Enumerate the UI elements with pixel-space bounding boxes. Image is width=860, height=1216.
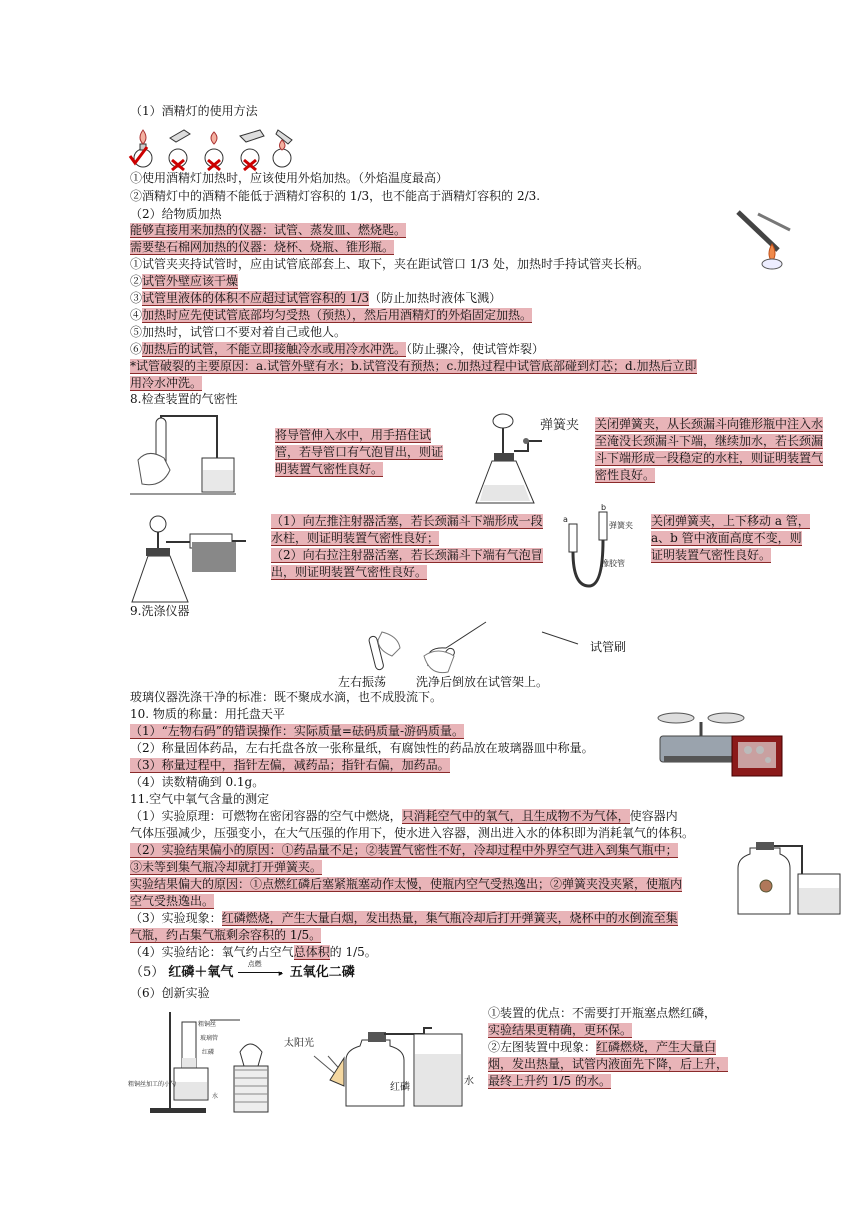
alcohol-lamp-usage-figure xyxy=(128,126,298,172)
long-neck-funnel-method-text: 关闭弹簧夹，从长颈漏斗向锥形瓶中注入水至淹没长颈漏斗下端，继续加水，若长颈漏斗下端形成一段稳定的水柱，则证明装置气密性良好。 xyxy=(595,417,824,482)
conclusion-line: （4）实验结论：氧气约占空气总体积的 1/5。 xyxy=(130,945,377,959)
innovation-advantages-text: ①装置的优点：不需要打开瓶塞点燃红磷， 实验结果更精确，更环保。 ②左图装置中现象：红磷燃烧，产生大量白烟，发出热量，试管内液面先下降，后上升，最终上升约 1/5 的水。 xyxy=(488,1006,729,1088)
oxygen-content-heading: 11.空气中氧气含量的测定 xyxy=(130,792,270,806)
lamp-correct-icon xyxy=(130,130,152,167)
lamp-wrong-icon-2 xyxy=(205,132,223,170)
phosphorus-bottle-figure xyxy=(736,836,844,918)
spring-clamp-label: 弹簧夹 xyxy=(540,418,580,433)
water-small-label: 水 xyxy=(212,1093,219,1100)
copper-wire-apparatus-figure xyxy=(130,1010,280,1114)
sunlight-label: 太阳光 xyxy=(284,1038,314,1049)
phenomenon-line-1: （3）实验现象：红磷燃烧，产生大量白烟，发出热量，集气瓶冷却后打开弹簧夹，烧杯中的水倒流至集 xyxy=(130,911,678,925)
hand-warming-method-text: 将导管伸入水中，用手捂住试管，若导管口有气泡冒出，则证明装置气密性良好。 xyxy=(275,428,444,476)
washing-heading: 9.洗涤仪器 xyxy=(130,604,190,618)
principle-line-2: 气体压强减少，压强变小，在大气压强的作用下，使水进入容器，测出进入水的体积即为消耗氧气的体积。 xyxy=(130,826,695,840)
lamp-wrong-icon-3 xyxy=(240,130,264,170)
heating-heading: （2）给物质加热 xyxy=(130,207,222,221)
weighing-line-2: （2）称量固体药品，左右托盘各放一张称量纸，有腐蚀性的药品放在玻璃器皿中称量。 xyxy=(130,741,594,755)
reaction-equation: （5） 红磷＋氧气 点燃 ▸ 五氧化二磷 xyxy=(130,959,355,980)
washing-standard: 玻璃仪器洗涤干净的标准：既不聚成水滴，也不成股流下。 xyxy=(130,690,443,704)
heating-rule-4: ④加热时应先使试管底部均匀受热（预热），然后用酒精灯的外焰固定加热。 xyxy=(130,308,533,322)
lamp-tip-2: ②酒精灯中的酒精不能低于酒精灯容积的 1/3，也不能高于酒精灯容积的 2/3. xyxy=(130,189,541,203)
low-result-line-2: ③未等到集气瓶冷却就打开弹簧夹。 xyxy=(130,860,323,874)
weighing-line-4: （4）读数精确到 0.1g。 xyxy=(130,775,265,789)
rubber-tube-label: 橡胶管 xyxy=(601,559,625,568)
direct-heating-line: 能够直接用来加热的仪器：试管、蒸发皿、燃烧匙。 xyxy=(130,223,407,237)
alcohol-lamp-heading: （1）酒精灯的使用方法 xyxy=(130,104,258,118)
innovation-heading: （6）创新实验 xyxy=(130,986,210,1000)
high-result-line-2: 空气受热逸出。 xyxy=(130,894,215,908)
tube-crack-reasons-1: *试管破裂的主要原因：a.试管外壁有水；b.试管没有预热；c.加热过程中试管底部碰到灯芯；d.加热后立即 xyxy=(130,359,697,373)
heating-rule-5: ⑤加热时，试管口不要对着自己或他人。 xyxy=(130,325,347,339)
heating-rule-3: ③试管里液体的体积不应超过试管容积的 1/3（防止加热时液体飞溅） xyxy=(130,291,502,305)
weighing-heading: 10. 物质的称量：用托盘天平 xyxy=(130,707,285,721)
brush-label: 试管刷 xyxy=(590,640,627,654)
rack-label: 洗净后倒放在试管架上。 xyxy=(416,675,549,689)
low-result-line-1: （2）实验结果偏小的原因：①药品量不足；②装置气密性不好，冷却过程中外界空气进入到集气瓶中； xyxy=(130,843,678,857)
gauze-heating-line: 需要垫石棉网加热的仪器：烧杯、烧瓶、锥形瓶。 xyxy=(130,240,395,254)
tube-crack-reasons-2: 用冷水冲洗。 xyxy=(130,376,203,390)
heating-rule-2: ②试管外壁应该干燥 xyxy=(130,274,239,288)
weighing-line-3: （3）称量过程中，指针左偏，减药品；指针右偏，加药品。 xyxy=(130,758,450,772)
principle-line-1: （1）实验原理：可燃物在密闭容器的空气中燃烧，只消耗空气中的氧气，且生成物不为气体，使容器内 xyxy=(130,809,678,823)
weighing-line-1: （1）“左物右码”的错误操作：实际质量=砝码质量-游码质量。 xyxy=(130,724,465,738)
water-label: 水 xyxy=(464,1076,474,1087)
red-phosphorus-label: 红磷 xyxy=(390,1082,410,1093)
copper-wire-label: 粗铜丝 xyxy=(198,1021,217,1028)
hand-warming-test-figure xyxy=(128,414,238,496)
spring-clamp-small-label: 弹簧夹 xyxy=(609,521,633,530)
heating-rule-6: ⑥加热后的试管，不能立即接触冷水或用冷水冲洗。（防止骤冷，使试管炸裂） xyxy=(130,342,545,356)
lamp-wrong-icon-1 xyxy=(169,130,190,170)
red-phosphorus-small-label: 红磷 xyxy=(202,1049,215,1056)
balance-figure xyxy=(656,706,784,780)
long-neck-funnel-test-figure xyxy=(470,411,585,507)
tube-washing-figure xyxy=(368,622,498,674)
syringe-method-text: （1）向左推注射器活塞，若长颈漏斗下端形成一段水柱，则证明装置气密性良好； （2）向右拉注射器活塞，若长颈漏斗下端有气泡冒出，则证明装置气密性良好。 xyxy=(271,514,543,579)
connected-tubes-method-text: 关闭弹簧夹，上下移动 a 管，a、b 管中液面高度不变，则证明装置气密性良好。 xyxy=(651,514,810,562)
glass-tube-label: 玻璃管 xyxy=(200,1035,219,1042)
shake-label: 左右振荡 xyxy=(338,675,387,689)
copper-spoon-label: 粗铜丝加工的小勺 xyxy=(128,1081,177,1088)
phenomenon-line-2: 气瓶，约占集气瓶剩余容积的 1/5。 xyxy=(130,928,322,942)
connected-tubes-test-figure xyxy=(563,503,647,594)
brush-pointer-line xyxy=(540,630,580,646)
lamp-wrong-icon-4 xyxy=(273,130,292,167)
sunlight-phosphorus-figure xyxy=(284,1022,484,1112)
lamp-tip-1: ①使用酒精灯加热时，应该使用外焰加热。（外焰温度最高） xyxy=(130,171,449,185)
tube-b-label: b xyxy=(601,503,607,512)
test-tube-heating-figure xyxy=(728,206,798,270)
high-result-line-1: 实验结果偏大的原因：①点燃红磷后塞紧瓶塞动作太慢，使瓶内空气受热逸出；②弹簧夹没夹紧，使瓶内 xyxy=(130,877,683,891)
tube-a-label: a xyxy=(563,515,568,524)
airtightness-heading: 8.检查装置的气密性 xyxy=(130,392,238,406)
syringe-test-figure xyxy=(120,512,252,606)
heating-rule-1: ①试管夹夹持试管时，应由试管底部套上、取下，夹在距试管口 1/3 处，加热时手持试管夹长柄。 xyxy=(130,257,649,271)
